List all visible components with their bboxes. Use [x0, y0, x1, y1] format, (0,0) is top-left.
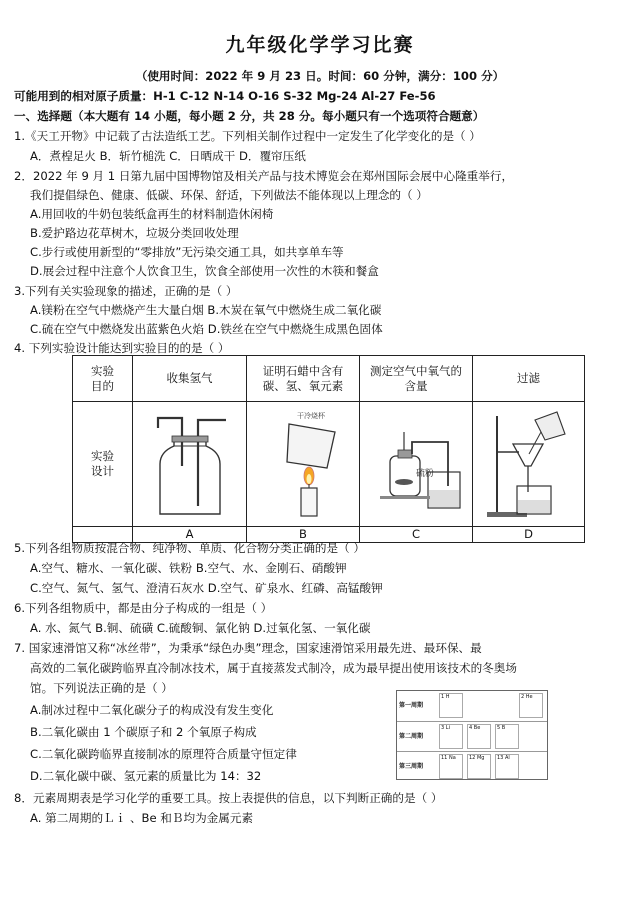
element-cell: 4 Be: [467, 724, 491, 749]
period-row-2: [397, 721, 547, 750]
question-1-options: A．煮楻足火 B．斩竹槌洗 C．日晒成干 D．覆帘压纸: [30, 149, 306, 163]
period-label: 第三周期: [399, 763, 424, 770]
candle-beaker-icon: [247, 402, 359, 522]
experiment-table: [72, 355, 585, 543]
question-8-stem: 8．元素周期表是学习化学的重要工具。按上表提供的信息，以下判断正确的是（ ）: [14, 791, 443, 805]
element-cell: 2 He: [519, 693, 543, 718]
question-6-options: A. 水、氮气 B.铜、硫磺 C.硫酸铜、氯化钠 D.过氧化氢、一氧化碳: [30, 621, 371, 635]
question-2-option-b: B.爱护路边花草树木，垃圾分类回收处理: [30, 226, 239, 240]
question-7-stem: 7. 国家速滑馆又称“冰丝带”，为秉承“绿色办奥”理念，国家速滑馆采用最先进、最环保、最: [14, 641, 482, 655]
element-cell: 1 H: [439, 693, 463, 718]
question-1-stem: 1.《天工开物》中记载了古法造纸工艺。下列相关制作过程中一定发生了化学变化的是（ ）: [14, 129, 481, 143]
section-heading: 一、选择题（本大题有 14 小题，每小题 2 分，共 28 分。每小题只有一个选项符合题意）: [14, 109, 485, 123]
question-6-stem: 6.下列各组物质中，都是由分子构成的一组是（ ）: [14, 601, 273, 615]
element-cell: 3 Li: [439, 724, 463, 749]
atomic-masses: 可能用到的相对原子质量：H-1 C-12 N-14 O-16 S-32 Mg-24 Al-27 Fe-56: [14, 89, 436, 103]
question-2-option-d: D.展会过程中注意个人饮食卫生，饮食全部使用一次性的木筷和餐盒: [30, 264, 379, 278]
period-label: 第一周期: [399, 702, 424, 709]
question-7-option-b: B.二氧化碳由 1 个碳原子和 2 个氧原子构成: [30, 725, 257, 739]
sulfur-label: 硫粉: [416, 469, 435, 479]
page-title: 九年级化学学习比赛: [225, 34, 415, 56]
element-cell: 5 B: [495, 724, 519, 749]
purpose-c: 测定空气中氧气的含量: [360, 356, 473, 402]
option-letter-a: A: [133, 527, 247, 543]
beaker-label: 干冷烧杯: [297, 412, 325, 420]
question-7-option-c: C.二氧化碳跨临界直接制冰的原理符合质量守恒定律: [30, 747, 297, 761]
question-2-option-c: C.步行或使用新型的“零排放”无污染交通工具，如共享单车等: [30, 245, 344, 259]
question-7-stem-cont: 高效的二氧化碳跨临界直冷制冰技术，属于直接蒸发式制冷，成为最早提出使用该技术的冬奥场: [30, 661, 517, 675]
option-letter-d: D: [473, 527, 585, 543]
question-5-stem: 5.下列各组物质按混合物、纯净物、单质、化合物分类正确的是（ ）: [14, 541, 365, 555]
period-label: 第二周期: [399, 733, 424, 740]
purpose-a: 收集氢气: [133, 356, 247, 402]
option-letter-c: C: [360, 527, 473, 543]
question-4-stem: 4. 下列实验设计能达到实验目的的是（ ）: [14, 341, 230, 355]
question-7-option-d: D.二氧化碳中碳、氢元素的质量比为 14：32: [30, 769, 262, 783]
exam-time-line: （使用时间：2022 年 9 月 23 日。时间：60 分钟，满分：100 分）: [135, 69, 505, 83]
periodic-table-inset: [396, 690, 548, 780]
element-cell: 13 Al: [495, 754, 519, 779]
element-cell: 11 Na: [439, 754, 463, 779]
question-3-options-cd: C.硫在空气中燃烧发出蓝紫色火焰 D.铁丝在空气中燃烧生成黑色固体: [30, 322, 383, 336]
question-3-stem: 3.下列有关实验现象的描述，正确的是（ ）: [14, 284, 238, 298]
apparatus-d-filtration: [473, 402, 585, 527]
question-7-stem-end: 馆。下列说法正确的是（ ）: [30, 681, 173, 695]
question-2-option-a: A.用回收的牛奶包装纸盒再生的材料制造休闲椅: [30, 207, 274, 221]
period-row-1: [397, 691, 547, 720]
purpose-header: 实验目的: [73, 356, 133, 402]
question-2-stem-cont: 我们提倡绿色、健康、低碳、环保、舒适，下列做法不能体现以上理念的（ ）: [30, 188, 428, 202]
oxygen-measure-icon: [360, 402, 472, 522]
element-cell: 12 Mg: [467, 754, 491, 779]
question-5-options-ab: A.空气、糖水、一氧化碳、铁粉 B.空气、水、金刚石、硝酸钾: [30, 561, 347, 575]
question-5-options-cd: C.空气、氮气、氢气、澄清石灰水 D.空气、矿泉水、红磷、高锰酸钾: [30, 581, 383, 595]
apparatus-a-gas-bottle: [133, 402, 247, 527]
purpose-d: 过滤: [473, 356, 585, 402]
question-3-options-ab: A.镁粉在空气中燃烧产生大量白烟 B.木炭在氧气中燃烧生成二氧化碳: [30, 303, 382, 317]
filtration-icon: [473, 402, 585, 522]
question-7-option-a: A.制冰过程中二氧化碳分子的构成没有发生变化: [30, 703, 274, 717]
option-letter-b: B: [247, 527, 360, 543]
apparatus-b-candle: [247, 402, 360, 527]
question-8-option-a: A. 第二周期的Ｌｉ 、Be 和Ｂ均为金属元素: [30, 811, 254, 825]
gas-bottle-icon: [134, 402, 246, 522]
period-row-3: [397, 751, 547, 780]
apparatus-c-oxygen: [360, 402, 473, 527]
purpose-b: 证明石蜡中含有碳、氢、氧元素: [247, 356, 360, 402]
question-2-stem: 2．2022 年 9 月 1 日第九届中国博物馆及相关产品与技术博览会在郑州国际会展中心隆重举行，: [14, 169, 514, 183]
design-header: 实验设计: [73, 402, 133, 527]
